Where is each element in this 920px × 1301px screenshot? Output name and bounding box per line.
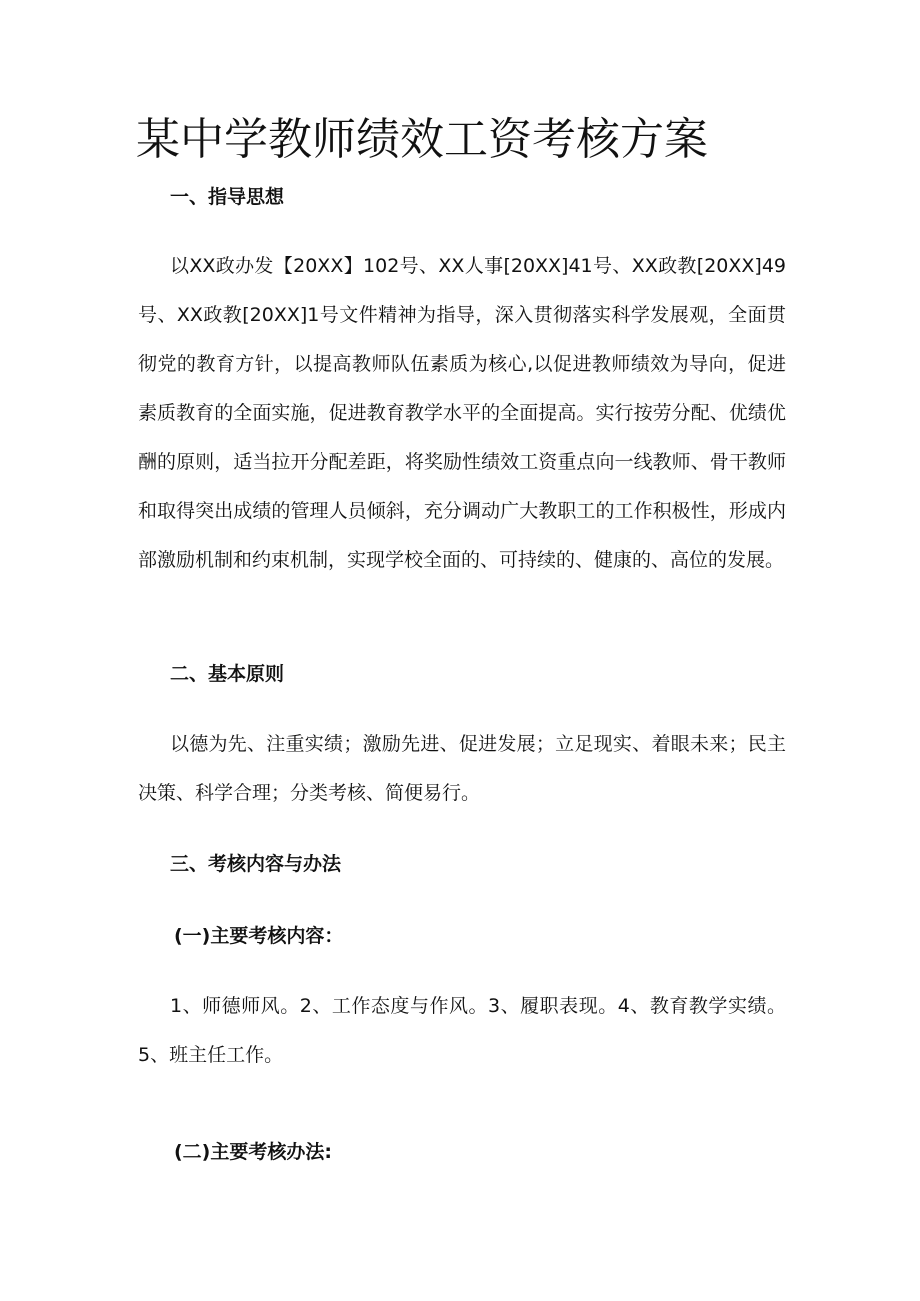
- subsection-body-content: 1、师德师风。2、工作态度与作风。3、履职表现。4、教育教学实绩。5、班主任工作。: [138, 995, 786, 1066]
- section-heading-basic-principles: 二、基本原则: [170, 663, 285, 685]
- subsection-heading-methods: (二)主要考核办法:: [174, 1141, 332, 1163]
- subsection-heading-content: (一)主要考核内容：: [174, 925, 344, 947]
- document-title: 某中学教师绩效工资考核方案: [136, 114, 708, 165]
- section-body-guiding-ideology: 以XX政办发【20XX】102号、XX人事[20XX]41号、XX政教[20XX]49号、XX政教[20XX]1号文件精神为指导，深入贯彻落实科学发展观，全面贯彻党的教育方针，以提高教师队伍素质为核心,以促进教师绩效为导向，促进素质教育的全面实施，促进教育教学水平的全面提高。实行按劳分配、优绩优酬的原则，适当拉开分配差距，将奖励性绩效工资重点向一线教师、骨干教师和取得突出成绩的管理人员倾斜，充分调动广大教职工的工作积极性，形成内部激励机制和约束机制，实现学校全面的、可持续的、健康的、高位的发展。: [138, 255, 786, 571]
- section-heading-assessment: 三、考核内容与办法: [170, 853, 342, 875]
- section-heading-guiding-ideology: 一、指导思想: [170, 186, 285, 208]
- section-body-basic-principles: 以德为先、注重实绩；激励先进、促进发展；立足现实、着眼未来；民主决策、科学合理；分类考核、简便易行。: [138, 733, 786, 804]
